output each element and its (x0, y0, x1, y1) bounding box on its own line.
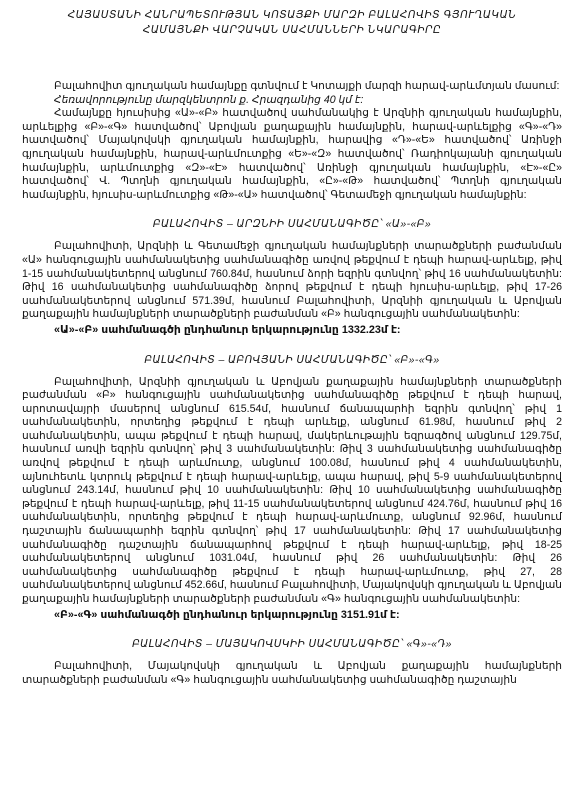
document-title (22, 8, 562, 38)
section-heading-mayakovski: ԲԱԼԱՀՈՎԻՏ – ՄԱՅԱԿՈՎՍԿԻԻ ՍԱՀՄԱՆԱԳԻԾԸ՝ «Գ»-«Դ» (132, 638, 452, 651)
section-heading-abovyan: ԲԱԼԱՀՈՎԻՏ – ԱԲՈՎՅԱՆԻ ՍԱՀՄԱՆԱԳԻԾԸ՝ «Բ»-«Գ» (144, 353, 440, 366)
intro-paragraph-distance: Հեռավորությունը մարզկենտրոն ք. Հրազդանից 40 կմ է: (54, 93, 364, 106)
section-body-abovyan: Բալահովիտի, Արզնիի գյուղական և Աբովյան քաղաքային համայնքների տարածքների բաժանման «Բ» հանգուցային սահմանակետից սահմանագիծը թեքվում է դեպի հարավ, արոտավայրի մասերով անցնում 615.54մ, հասնում ճանապարհի եզրին գտնվող՝ թիվ 1 սահմանակետին, որտեղից թեքվում է դեպի արևելք, անցնում 61.98մ, հասնում թիվ 2 սահմանակետին, ապա թեքվում է դեպի հարավ, մակերևութային եզրագծով անցնում 129.75մ, հասնում առվի եզրին գտնվող՝ թիվ 3 սահմանակետին: Թիվ 3 սահմանակետից սահմանագիծը առվով թեքվում է դեպի արևմուտք, անցնում 100.08մ, հասնում թիվ 4 սահմանակետին, այնուհետև կտրուկ թեքվում է դեպի հարավ-արևելք, ապա հարավ, թիվ 5-9 սահմանակետերով անցնում 243.14մ, հասնում թիվ 10 սահմանակետին: Թիվ 10 սահմանակետից սահմանագիծը թեքվում է դեպի հարավ-արևելք, թիվ 11-15 սահմանակետերով անցնում 424.76մ, հասնում թիվ 16 սահմանակետին, որտեղից թեքվում է դեպի հարավ-արևմուտք, անցնում 92.96մ, հասնում դաշտային ճանապարհի եզրին գտնվող՝ թիվ 17 սահմանակետին: Թիվ 17 սահմանակետից սահմանագիծը դաշտային ճանապարհով թեքվում է դեպի հարավ-արևելք, թիվ 18-25 սահմանակետերով անցնում 1031.04մ, հասնում թիվ 26 սահմանակետին: Թիվ 26 սահմանակետից սահմանագիծը թեքվում է դեպի հարավ-արևմուտք, թիվ 27, 28 սահմանակետերով անցնում 452.66մ, հասնում Բալահովիտի, Մայակովսկի գյուղական և Աբովյան քաղաքային համայնքների տարածքների բաժանման «Գ» հանգուցային սահմանակետին: (22, 375, 563, 605)
section-heading-arzni: ԲԱԼԱՀՈՎԻՏ – ԱՐԶՆԻԻ ՍԱՀՄԱՆԱԳԻԾԸ՝ «Ա»-«Բ» (152, 218, 432, 231)
intro-paragraph-location: Բալահովիտ գյուղական համայնքը գտնվում է Կոտայքի մարզի հարավ-արևմտյան մասում: (54, 80, 560, 92)
section-arzni (22, 218, 562, 337)
section-total-arzni: «Ա»-«Բ» սահմանագծի ընդհանուր երկարությունը 1332.23մ է: (54, 323, 401, 336)
section-body-arzni: Բալահովիտի, Արզնիի և Գետամեջի գյուղական համայնքների տարածքների բաժանման «Ա» հանգուցային սահմանակետից սահմանագիծը առվով թեքվում է դեպի հարավ-արևելք, թիվ 1-15 սահմանակետերով անցնում 760.84մ, հասնում ձորի եզրին գտնվող՝ թիվ 16 սահմանակետին: Թիվ 16 սահմանակետից սահմանագիծը ձորով թեքվում է դեպի հյուսիս-արևելք, թիվ 17-26 սահմանակետերով անցնում 571.39մ, հասնում Բալահովիտի, Արզնիի գյուղական և Աբովյան քաղաքային համայնքների տարածքների բաժանման «Բ» հանգուցային սահմանակետին: (22, 240, 562, 321)
section-abovyan (22, 354, 562, 623)
section-body-mayakovski: Բալահովիտի, Մայակովսկի գյուղական և Աբովյան քաղաքային համայնքների տարածքների բաժանման «Գ» հանգուցային սահմանակետից սահմանագիծը դաշտային (22, 660, 562, 686)
section-mayakovski (22, 638, 562, 687)
document-page (0, 8, 584, 799)
title-line-1: ՀԱՅԱՍՏԱՆԻ ՀԱՆՐԱՊԵՏՈՒԹՅԱՆ ԿՈՏԱՅՔԻ ՄԱՐԶԻ ԲԱԼԱՀՈՎԻՏ ԳՅՈՒՂԱԿԱՆ (67, 9, 517, 21)
intro-paragraph-neighbors: Համայնքը հյուսիսից «Ա»-«Բ» հատվածով սահմանակից է Արզնիի գյուղական համայնքին, արևելքից «Բ»-«Գ» հատվածով՝ Աբովյան քաղաքային համայնքին, հարավ-արևելքից «Գ»-«Դ» հատվածով՝ Մայակովսկի գյուղական համայնքին, հարավից «Դ»-«Ե» հատվածով՝ Առինջի գյուղական համայնքին, հարավ-արևմուտքից «Ե»-«Զ» հատվածով՝ Ռադիոկայանի գյուղական համայնքին, արևմուտքից «Զ»-«Է» հատվածով՝ Առինջի գյուղական համայնքին, «Է»-«Ը» հատվածով՝ Վ. Պտղնի գյուղական համայնքին, «Ը»-«Թ» հատվածով՝ Պտղնի գյուղական համայնքին, հյուսիս-արևմուտքից «Թ»-«Ա» հատվածով՝ Գետամեջի գյուղական համայնքին: (22, 107, 562, 201)
intro-section (22, 80, 562, 202)
section-total-abovyan: «Բ»-«Գ» սահմանագծի ընդհանուր երկարությունը 3151.91մ է: (54, 608, 400, 621)
title-line-2: ՀԱՄԱՅՆՔԻ ՎԱՐՉԱԿԱՆ ՍԱՀՄԱՆՆԵՐԻ ՆԿԱՐԱԳԻՐԸ (142, 24, 442, 36)
